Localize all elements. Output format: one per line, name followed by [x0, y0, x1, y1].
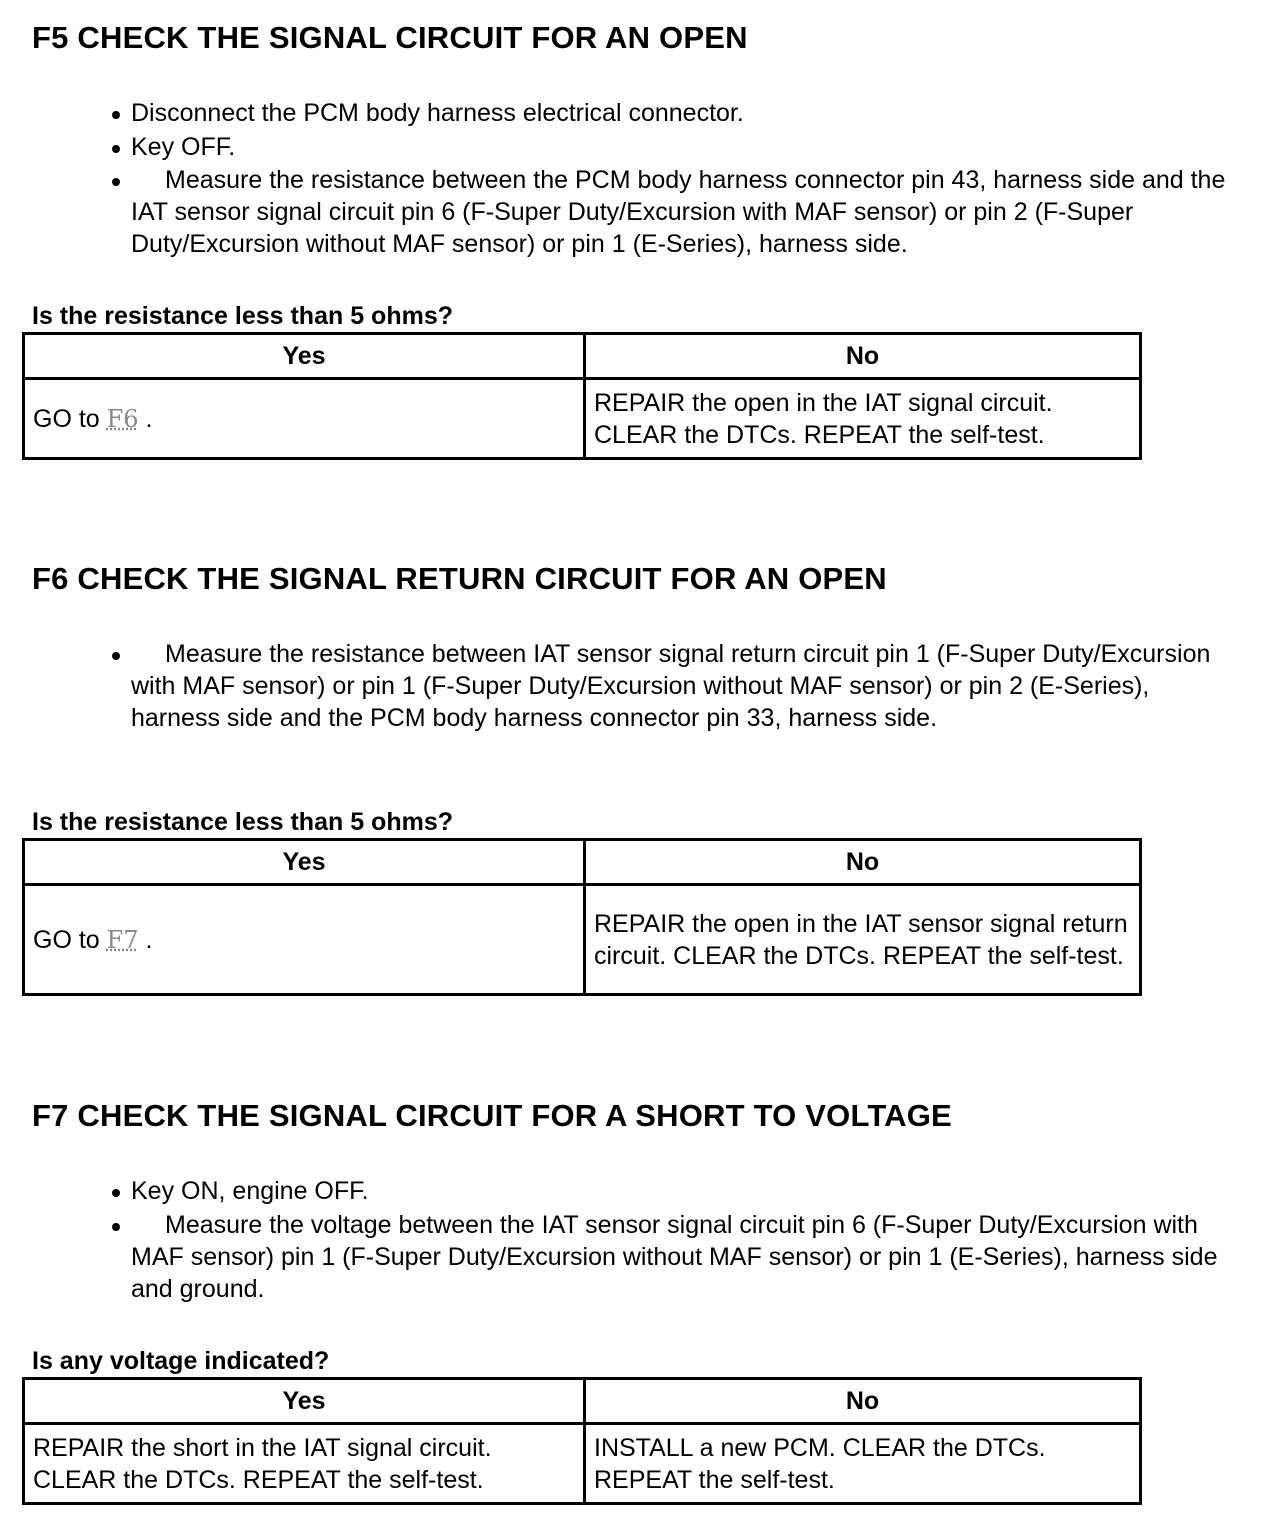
step-f5-title: F5 CHECK THE SIGNAL CIRCUIT FOR AN OPEN: [32, 20, 748, 55]
no-header: No: [585, 840, 1141, 885]
step-f5-instructions: [110, 97, 1230, 262]
list-item: Key OFF.: [110, 131, 1230, 163]
bullet-icon: [112, 178, 120, 186]
step-f6-question: Is the resistance less than 5 ohms?: [32, 808, 453, 836]
bullet-icon: [112, 111, 120, 119]
yes-header: Yes: [24, 1379, 585, 1424]
yes-cell: GO to F7 .: [24, 885, 585, 995]
step-f7-instructions: [110, 1175, 1240, 1306]
bullet-icon: [112, 145, 120, 153]
step-f7-question: Is any voltage indicated?: [32, 1347, 330, 1375]
bullet-icon: [112, 1223, 120, 1231]
step-f6-answer-table: [22, 838, 1142, 996]
step-f5-question: Is the resistance less than 5 ohms?: [32, 302, 453, 330]
yes-cell: REPAIR the short in the IAT signal circuit. CLEAR the DTCs. REPEAT the self-test.: [24, 1424, 585, 1504]
step-f7-answer-table: [22, 1377, 1142, 1505]
goto-f6-link[interactable]: F6: [106, 404, 139, 433]
step-f6-title: F6 CHECK THE SIGNAL RETURN CIRCUIT FOR AN OPEN: [32, 561, 887, 596]
step-f7-title: F7 CHECK THE SIGNAL CIRCUIT FOR A SHORT TO VOLTAGE: [32, 1098, 952, 1133]
bullet-icon: [112, 1189, 120, 1197]
no-cell: REPAIR the open in the IAT sensor signal return circuit. CLEAR the DTCs. REPEAT the self-test.: [585, 885, 1141, 995]
goto-f7-link[interactable]: F7: [106, 925, 139, 954]
list-item: Measure the voltage between the IAT sensor signal circuit pin 6 (F-Super Duty/Excursion with MAF sensor) pin 1 (F-Super Duty/Excursion without MAF sensor) or pin 1 (E-Series), harness side and ground.: [110, 1209, 1240, 1305]
yes-cell: GO to F6 .: [24, 379, 585, 459]
no-header: No: [585, 1379, 1141, 1424]
no-cell: REPAIR the open in the IAT signal circuit. CLEAR the DTCs. REPEAT the self-test.: [585, 379, 1141, 459]
no-header: No: [585, 334, 1141, 379]
step-f5-answer-table: [22, 332, 1142, 460]
yes-header: Yes: [24, 840, 585, 885]
bullet-icon: [112, 652, 120, 660]
list-item: Key ON, engine OFF.: [110, 1175, 1240, 1207]
step-f6-instructions: [110, 638, 1240, 736]
list-item: Disconnect the PCM body harness electrical connector.: [110, 97, 1230, 129]
list-item: Measure the resistance between the PCM body harness connector pin 43, harness side and the IAT sensor signal circuit pin 6 (F-Super Duty/Excursion with MAF sensor) or pin 2 (F-Super Duty/Excursion without MAF sensor) or pin 1 (E-Series), harness side.: [110, 164, 1230, 260]
yes-header: Yes: [24, 334, 585, 379]
no-cell: INSTALL a new PCM. CLEAR the DTCs. REPEAT the self-test.: [585, 1424, 1141, 1504]
list-item: Measure the resistance between IAT sensor signal return circuit pin 1 (F-Super Duty/Excursion with MAF sensor) or pin 1 (F-Super Duty/Excursion without MAF sensor) or pin 2 (E-Series), harness side and the PCM body harness connector pin 33, harness side.: [110, 638, 1240, 734]
